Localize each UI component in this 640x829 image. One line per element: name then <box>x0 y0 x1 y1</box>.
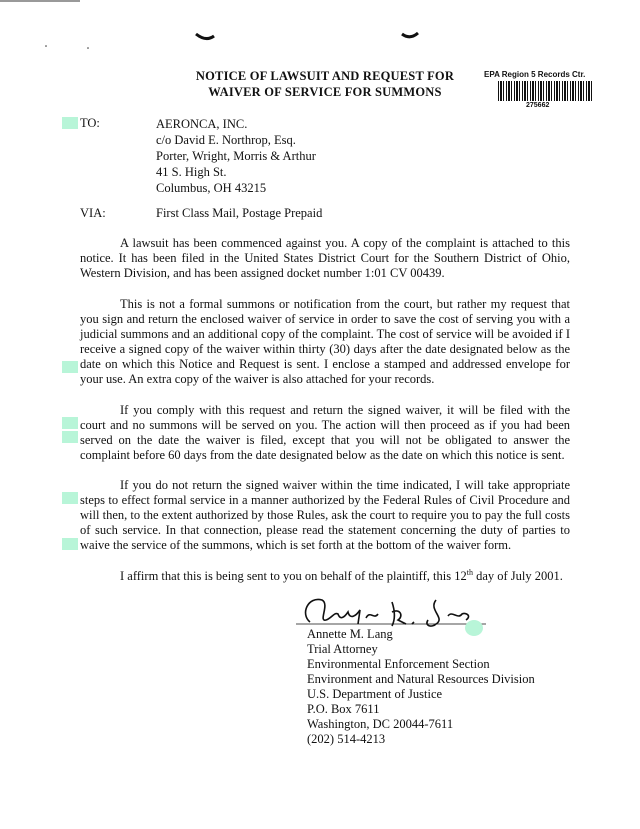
affirm-text: I affirm that this is being sent to you on behalf of the plaintiff, this 12 <box>120 569 467 584</box>
highlight-mark <box>62 492 78 504</box>
scan-marks <box>0 0 640 60</box>
via-value: First Class Mail, Postage Prepaid <box>156 206 323 220</box>
address-line: 41 S. High St. <box>156 165 227 179</box>
paragraph-1 <box>80 236 570 281</box>
title-line-1: NOTICE OF LAWSUIT AND REQUEST FOR <box>195 69 455 83</box>
highlight-mark <box>62 431 78 443</box>
highlight-mark <box>62 117 78 129</box>
signer-city: Washington, DC 20044-7611 <box>307 717 454 731</box>
paragraph-text: If you do not return the signed waiver within the time indicated, I will take appropriate steps to effect formal service in a manner authorized by the Federal Rules of Civil Procedure and will then, to the extent authorized by those Rules, ask the court to require you to pay the full costs of such service. In that connection, please read the statement concerning the duty of parties to waive the service of the summons, which is set forth at the bottom of the waiver form. <box>80 478 570 552</box>
title-line-2: WAIVER OF SERVICE FOR SUMMONS <box>208 85 442 99</box>
signer-division: Environment and Natural Resources Division <box>307 672 535 686</box>
highlight-mark <box>62 417 78 429</box>
signer-department: U.S. Department of Justice <box>307 687 443 701</box>
via-label: VIA: <box>80 206 106 220</box>
highlight-mark <box>62 361 78 373</box>
affirm-superscript: th <box>466 568 473 577</box>
signature-block <box>307 627 535 747</box>
address-line: c/o David E. Northrop, Esq. <box>156 133 296 147</box>
stamp-number: 275662 <box>526 102 550 109</box>
paragraph-3 <box>80 403 570 463</box>
signer-po-box: P.O. Box 7611 <box>307 702 380 716</box>
paragraph-2 <box>80 297 570 387</box>
affirm-text-end: day of July 2001. <box>472 569 563 584</box>
records-stamp <box>484 70 594 109</box>
to-label: TO: <box>80 116 100 130</box>
address-line: Columbus, OH 43215 <box>156 181 267 195</box>
address-line: AERONCA, INC. <box>156 117 248 131</box>
address-line: Porter, Wright, Morris & Arthur <box>156 149 316 163</box>
affirmation-line <box>120 568 563 584</box>
paragraph-text: This is not a formal summons or notification from the court, but rather my request that you sign and return the enclosed waiver of service in order to save the cost of serving you with a judicial summons and an additional copy of the complaint. The cost of service will be avoided if I receive a signed copy of the waiver within thirty (30) days after the date designated below as the date on which this Notice and Request is sent. I enclose a stamped and addressed envelope for your use. An extra copy of the waiver is also attached for your records. <box>80 297 570 386</box>
paragraph-text: If you comply with this request and return the signed waiver, it will be filed with the court and no summons will be served on you. The action will then proceed as if you had been served on the date the waiver is filed, except that you will not be obligated to answer the complaint before 60 days from the date designated below as the date on which this notice is sent. <box>80 403 570 462</box>
signer-title: Trial Attorney <box>307 642 378 656</box>
signer-name: Annette M. Lang <box>307 627 393 641</box>
paragraph-text: A lawsuit has been commenced against you. A copy of the complaint is attached to this notice. It has been filed in the United States District Court for the Southern District of Ohio, Western Division, and has been assigned docket number 1:01 CV 00439. <box>80 236 570 280</box>
barcode-image <box>498 81 593 101</box>
stamp-label: EPA Region 5 Records Ctr. <box>484 70 586 79</box>
highlight-mark <box>62 538 78 550</box>
paragraph-4 <box>80 478 570 553</box>
recipient-address <box>156 116 316 196</box>
document-title <box>170 68 480 100</box>
signer-phone: (202) 514-4213 <box>307 732 386 746</box>
signer-section: Environmental Enforcement Section <box>307 657 490 671</box>
